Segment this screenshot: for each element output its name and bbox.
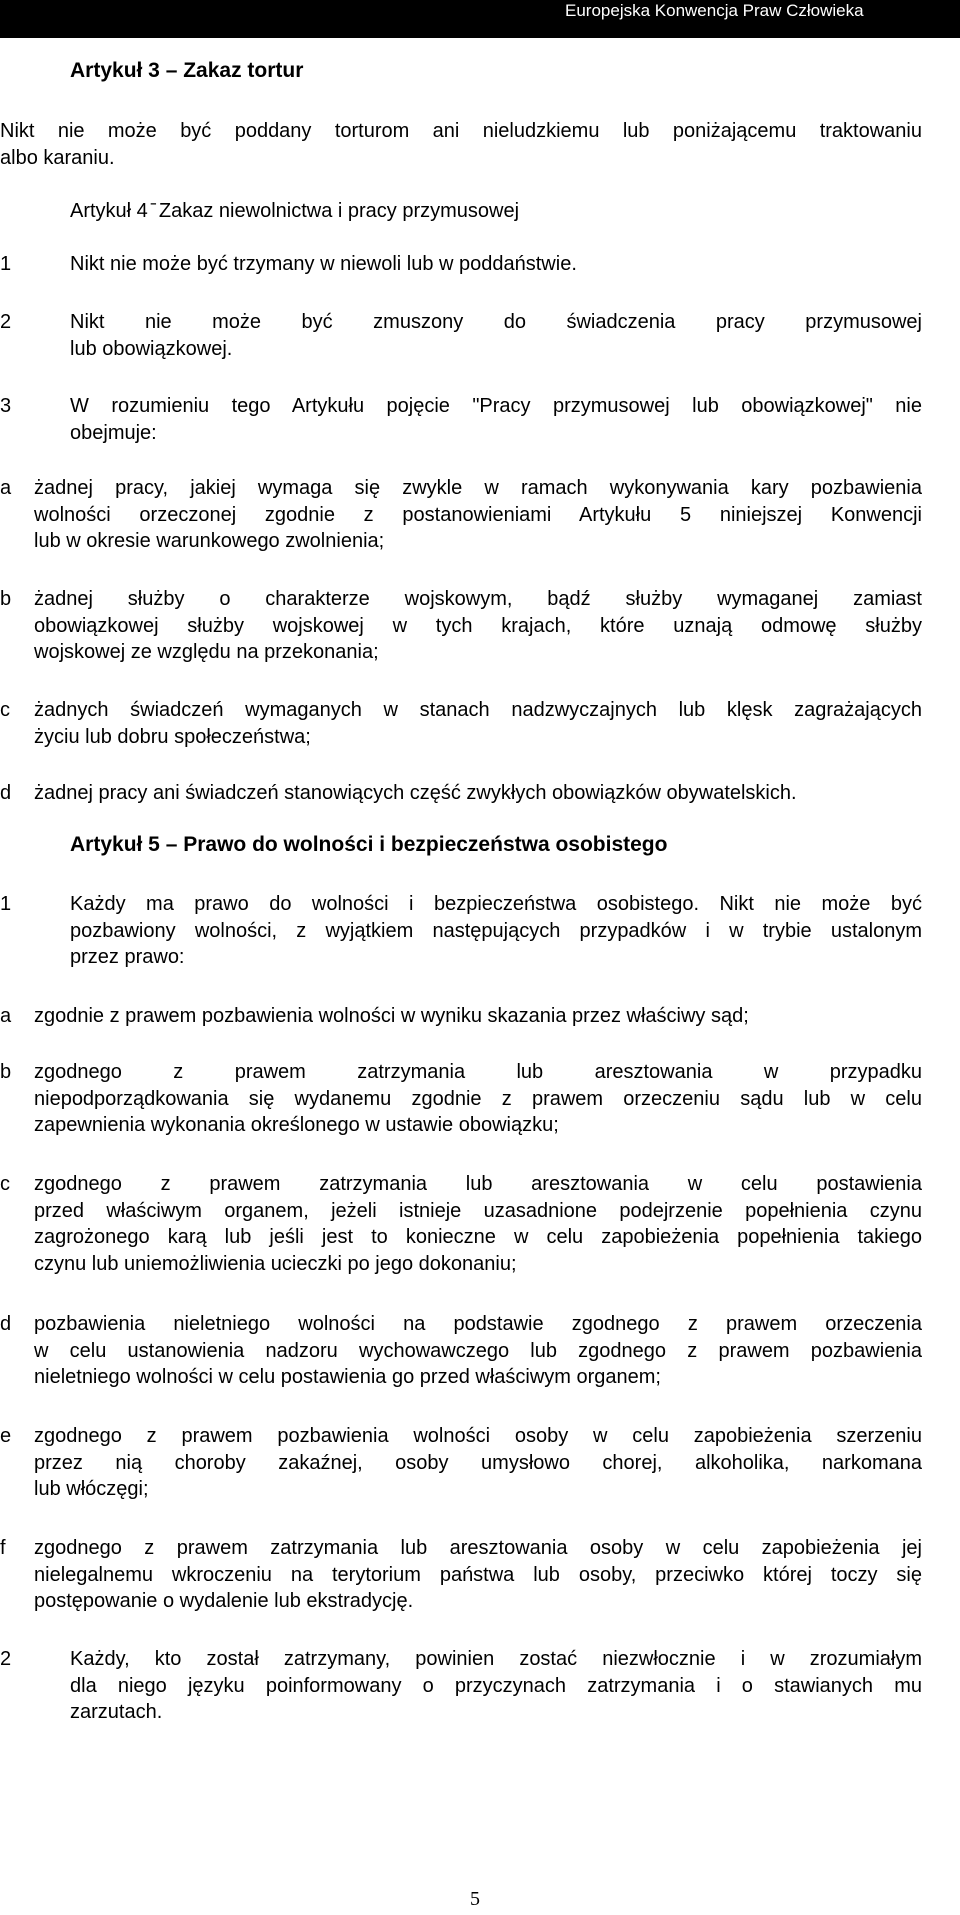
item-letter: d	[0, 782, 12, 804]
text-line: życiu lub dobru społeczeństwa;	[34, 725, 311, 748]
text-line: lub obowiązkowej.	[70, 337, 233, 360]
text-line: zgodnego z prawem zatrzymania lub aresztowania w przypadku	[34, 1061, 922, 1083]
item-letter: c	[0, 699, 10, 721]
text-line: W rozumieniu tego Artykułu pojęcie "Pracy przymusowej lub obowiązkowej" nie	[70, 395, 922, 417]
article-4-heading: Artykuł 4 ̄ Zakaz niewolnictwa i pracy przymusowej	[70, 200, 520, 222]
item-letter: a	[0, 477, 12, 499]
paragraph-number: 1	[0, 253, 12, 275]
article-3-heading: Artykuł 3 – Zakaz tortur	[70, 59, 304, 82]
text-line: żadnej pracy, jakiej wymaga się zwykle w ramach wykonywania kary pozbawienia	[34, 477, 922, 499]
item-letter: d	[0, 1313, 12, 1335]
text-line: żadnych świadczeń wymaganych w stanach nadzwyczajnych lub klęsk zagrażających	[34, 699, 922, 721]
text-line: pozbawiony wolności, z wyjątkiem następujących przypadków i w trybie ustalonym	[70, 919, 922, 942]
text-line: zarzutach.	[70, 1701, 163, 1723]
text-line: Nikt nie może być poddany torturom ani nieludzkiemu lub poniżającemu traktowaniu	[0, 120, 922, 142]
header-title: Europejska Konwencja Praw Człowieka	[565, 1, 864, 20]
page-number: 5	[470, 1888, 480, 1910]
text-line: Nikt nie może być trzymany w niewoli lub w poddaństwie.	[70, 253, 577, 275]
text-line: przez prawo:	[70, 946, 185, 968]
paragraph-number: 2	[0, 1648, 12, 1670]
text-line: obowiązkowej służby wojskowej w tych krajach, które uznają odmowę służby	[34, 614, 922, 637]
text-line: nielegalnemu wkroczeniu na terytorium państwa lub osoby, przeciwko której toczy się	[34, 1563, 922, 1586]
text-line: Każdy ma prawo do wolności i bezpieczeństwa osobistego. Nikt nie może być	[70, 893, 922, 915]
text-line: Każdy, kto został zatrzymany, powinien zostać niezwłocznie i w zrozumiałym	[70, 1648, 922, 1670]
text-line: żadnej pracy ani świadczeń stanowiących część zwykłych obowiązków obywatelskich.	[34, 782, 797, 804]
item-letter: b	[0, 588, 12, 610]
text-line: pozbawienia nieletniego wolności na podstawie zgodnego z prawem orzeczenia	[34, 1313, 922, 1335]
paragraph-number: 1	[0, 893, 12, 915]
text-line: przez nią choroby zakaźnej, osoby umysłowo chorej, alkoholika, narkomana	[34, 1451, 922, 1474]
paragraph-number: 3	[0, 395, 12, 417]
text-line: czynu lub uniemożliwienia ucieczki po jego dokonaniu;	[34, 1252, 517, 1275]
text-line: wojskowej ze względu na przekonania;	[34, 641, 379, 663]
text-line: zgodnego z prawem pozbawienia wolności osoby w celu zapobieżenia szerzeniu	[34, 1425, 922, 1447]
text-line: postępowanie o wydalenie lub ekstradycję.	[34, 1590, 414, 1612]
text-line: nieletniego wolności w celu postawienia go przed właściwym organem;	[34, 1366, 661, 1388]
text-line: dla niego języku poinformowany o przyczynach zatrzymania i o stawianych mu	[70, 1674, 922, 1697]
text-line: zagrożonego karą lub jeśli jest to konieczne w celu zapobieżenia popełnienia takiego	[34, 1226, 922, 1248]
item-letter: b	[0, 1061, 12, 1083]
header-bar	[0, 0, 960, 38]
text-line: przed właściwym organem, jeżeli istnieje uzasadnione podejrzenie popełnienia czynu	[34, 1199, 922, 1222]
text-line: niepodporządkowania się wydanemu zgodnie z prawem orzeczeniu sądu lub w celu	[34, 1087, 922, 1110]
article-5-heading: Artykuł 5 – Prawo do wolności i bezpieczeństwa osobistego	[70, 833, 668, 856]
text-line: zgodnie z prawem pozbawienia wolności w wyniku skazania przez właściwy sąd;	[34, 1005, 749, 1027]
item-letter: a	[0, 1005, 12, 1027]
text-line: lub w okresie warunkowego zwolnienia;	[34, 530, 385, 552]
paragraph-number: 2	[0, 311, 12, 333]
text-line: żadnej służby o charakterze wojskowym, bądź służby wymaganej zamiast	[34, 588, 922, 610]
item-letter: c	[0, 1173, 10, 1195]
text-line: w celu ustanowienia nadzoru wychowawczego lub zgodnego z prawem pozbawienia	[34, 1339, 922, 1362]
text-line: wolności orzeczonej zgodnie z postanowieniami Artykułu 5 niniejszej Konwencji	[34, 503, 922, 526]
item-letter: e	[0, 1425, 12, 1447]
text-line: zgodnego z prawem zatrzymania lub aresztowania osoby w celu zapobieżenia jej	[34, 1537, 922, 1559]
text-line: zapewnienia wykonania określonego w ustawie obowiązku;	[34, 1114, 559, 1136]
text-line: Nikt nie może być zmuszony do świadczenia pracy przymusowej	[70, 311, 922, 333]
text-line: lub włóczęgi;	[34, 1478, 149, 1500]
text-line: albo karaniu.	[0, 146, 115, 169]
item-letter: f	[0, 1537, 6, 1559]
text-line: zgodnego z prawem zatrzymania lub aresztowania w celu postawienia	[34, 1173, 922, 1195]
text-line: obejmuje:	[70, 421, 157, 444]
